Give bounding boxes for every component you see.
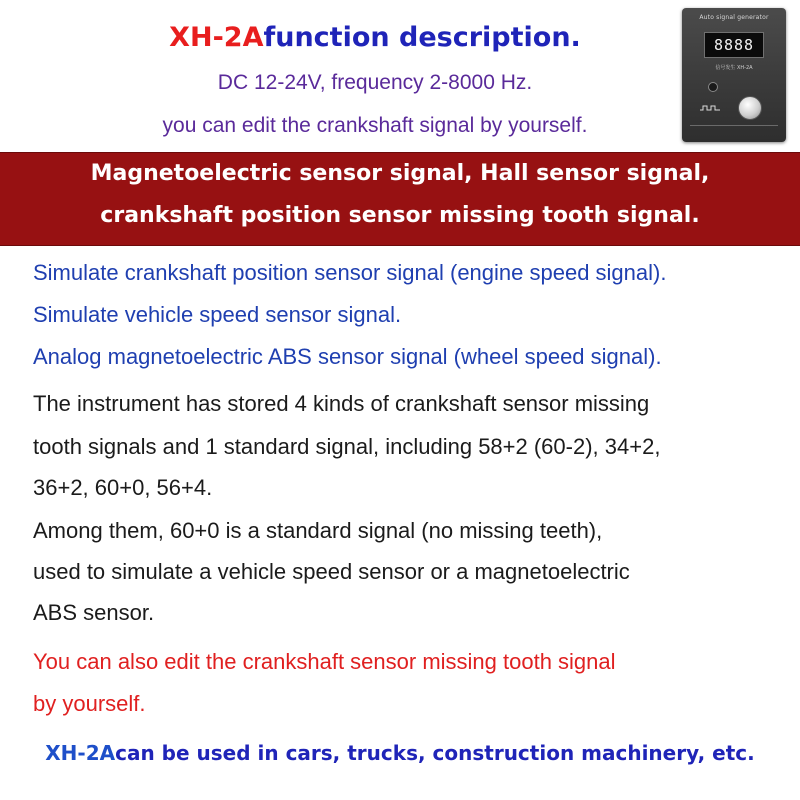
feature-banner <box>0 152 800 246</box>
device-knob <box>738 96 762 120</box>
description-line: 36+2, 60+0, 56+4. <box>33 475 213 500</box>
description-line: Among them, 60+0 is a standard signal (no missing teeth), <box>33 518 603 543</box>
device-display: 8888 <box>704 32 764 58</box>
footer-model-name: XH-2A <box>45 741 116 765</box>
device-button <box>708 82 718 92</box>
red-note-line: You can also edit the crankshaft sensor missing tooth signal <box>33 649 616 674</box>
page-title <box>0 22 750 53</box>
device-label: Auto signal generator <box>699 14 769 21</box>
description-line: ABS sensor. <box>33 600 155 625</box>
device-footer-strip <box>690 125 778 136</box>
footer-line <box>0 741 800 765</box>
footer-text: can be used in cars, trucks, construction machinery, etc. <box>115 741 755 765</box>
red-note-line: by yourself. <box>33 691 146 716</box>
edit-line: you can edit the crankshaft signal by yourself. <box>162 114 588 137</box>
blue-feature-line: Simulate vehicle speed sensor signal. <box>33 302 402 327</box>
wave-icon <box>700 104 720 112</box>
banner-line: Magnetoelectric sensor signal, Hall sensor signal, <box>90 161 710 186</box>
spec-line: DC 12-24V, frequency 2-8000 Hz. <box>217 71 533 94</box>
description-line: used to simulate a vehicle speed sensor or a magnetoelectric <box>33 559 630 584</box>
device-image <box>682 8 786 142</box>
blue-feature-line: Simulate crankshaft position sensor signal (engine speed signal). <box>33 260 667 285</box>
description-line: tooth signals and 1 standard signal, including 58+2 (60-2), 34+2, <box>33 434 661 459</box>
description-line: The instrument has stored 4 kinds of crankshaft sensor missing <box>33 391 650 416</box>
blue-feature-line: Analog magnetoelectric ABS sensor signal (wheel speed signal). <box>33 344 662 369</box>
banner-line: crankshaft position sensor missing tooth signal. <box>100 203 700 228</box>
device-model-label: 信号发生 XH-2A <box>715 65 753 71</box>
title-text: function description. <box>263 22 581 53</box>
title-model-name: XH-2A <box>169 22 264 53</box>
